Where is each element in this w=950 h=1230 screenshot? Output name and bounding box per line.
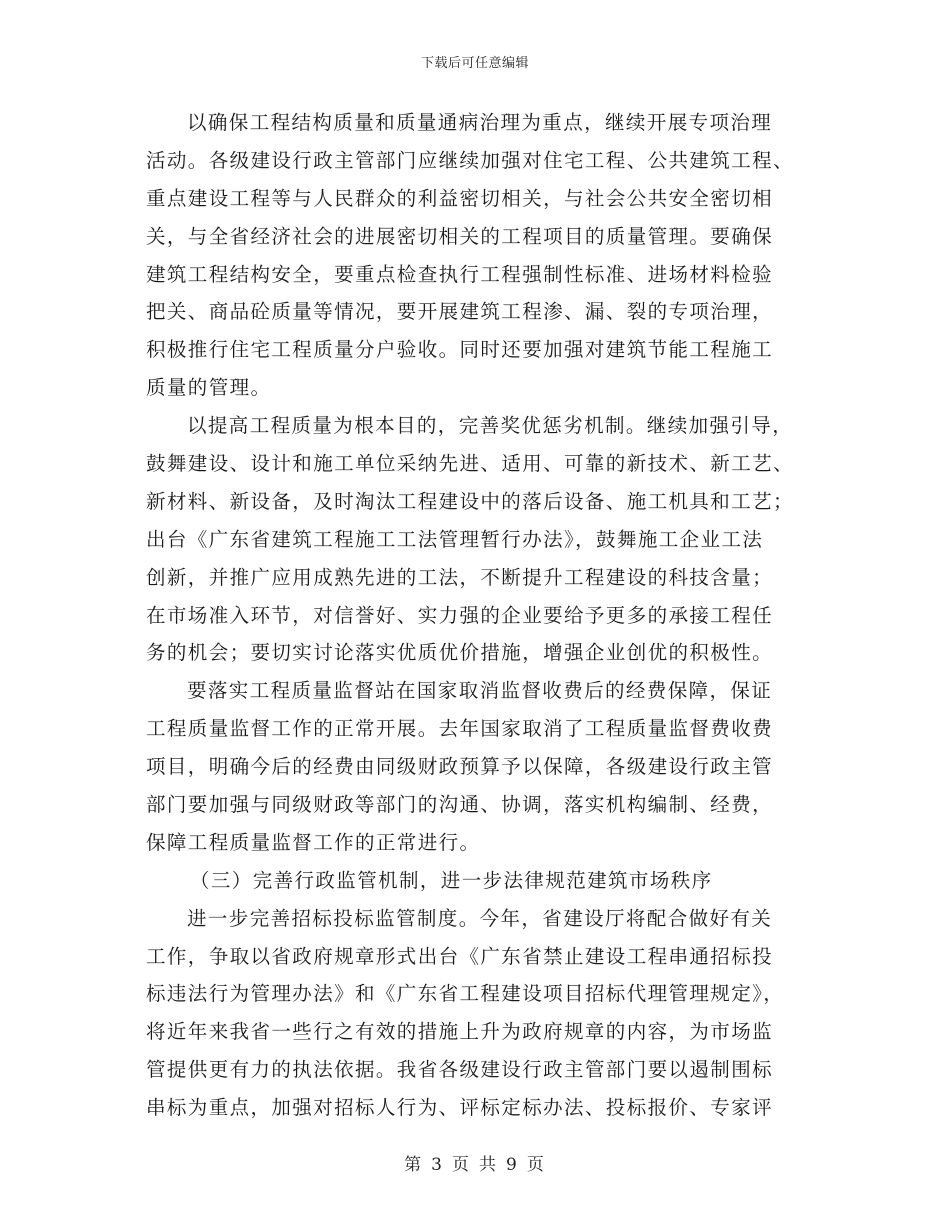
total-unit: 页 <box>526 1155 546 1175</box>
paragraph-line: 创新，并推广应用成熟先进的工法，不断提升工程建设的科技含量； <box>146 565 774 589</box>
paragraph-line: 务的机会；要切实讨论落实优质优价措施，增强企业创优的积极性。 <box>146 641 774 665</box>
paragraph-line: 项目，明确今后的经费由同级财政预算予以保障，各级建设行政主管 <box>146 755 774 779</box>
document-body <box>146 104 816 1127</box>
paragraph-line: 重点建设工程等与人民群众的利益密切相关，与社会公共安全密切相 <box>146 186 774 210</box>
paragraph-line: 质量的管理。 <box>146 376 272 400</box>
paragraph-line: 管提供更有力的执法依据。我省各级建设行政主管部门要以遏制围标 <box>146 1058 774 1082</box>
page-prefix: 第 <box>404 1155 424 1175</box>
paragraph-line: 标违法行为管理办法》和《广东省工程建设项目招标代理管理规定》， <box>146 982 785 1006</box>
paragraph-line: 串标为重点，加强对招标人行为、评标定标办法、投标报价、专家评 <box>146 1096 774 1120</box>
paragraph-line: 积极推行住宅工程质量分户验收。同时还要加强对建筑节能工程施工 <box>146 338 774 362</box>
page-unit: 页 <box>452 1155 471 1175</box>
paragraph-line: 将近年来我省一些行之有效的措施上升为政府规章的内容，为市场监 <box>146 1020 774 1044</box>
paragraph-line: 工程质量监督工作的正常开展。去年国家取消了工程质量监督费收费 <box>146 717 774 741</box>
current-page-number: 3 <box>431 1155 444 1175</box>
paragraph-line: 把关、商品砼质量等情况，要开展建筑工程渗、漏、裂的专项治理， <box>146 300 774 324</box>
paragraph-line: 工作，争取以省政府规章形式出台《广东省禁止建设工程串通招标投 <box>146 944 774 968</box>
paragraph-line: 在市场准入环节，对信誉好、实力强的企业要给予更多的承接工程任 <box>146 603 774 627</box>
total-pages-number: 9 <box>506 1155 519 1175</box>
paragraph-line: 要落实工程质量监督站在国家取消监督收费后的经费保障，保证 <box>187 679 773 703</box>
paragraph-line: 保障工程质量监督工作的正常进行。 <box>146 830 481 854</box>
page-number-footer <box>0 1150 950 1175</box>
paragraph-line: 以提高工程质量为根本目的，完善奖优惩劣机制。继续加强引导， <box>187 414 794 438</box>
page-header-note: 下载后可任意编辑 <box>420 56 529 71</box>
section-heading: （三）完善行政监管机制，进一步法律规范建筑市场秩序 <box>190 868 713 892</box>
paragraph-line: 活动。各级建设行政主管部门应继续加强对住宅工程、公共建筑工程、 <box>146 148 794 172</box>
paragraph-line: 以确保工程结构质量和质量通病治理为重点，继续开展专项治理 <box>187 111 773 134</box>
paragraph-line: 进一步完善招标投标监管制度。今年，省建设厅将配合做好有关 <box>187 906 773 930</box>
paragraph-line: 建筑工程结构安全，要重点检查执行工程强制性标准、进场材料检验 <box>146 262 774 286</box>
total-prefix: 共 <box>479 1155 498 1175</box>
paragraph-line: 部门要加强与同级财政等部门的沟通、协调，落实机构编制、经费， <box>146 793 774 817</box>
paragraph-line: 出台《广东省建筑工程施工工法管理暂行办法》，鼓舞施工企业工法 <box>146 527 764 551</box>
paragraph-line: 关，与全省经济社会的进展密切相关的工程项目的质量管理。要确保 <box>146 224 774 248</box>
paragraph-line: 鼓舞建设、设计和施工单位采纳先进、适用、可靠的新技术、新工艺、 <box>146 452 794 476</box>
paragraph-line: 新材料、新设备，及时淘汰工程建设中的落后设备、施工机具和工艺； <box>146 489 794 513</box>
